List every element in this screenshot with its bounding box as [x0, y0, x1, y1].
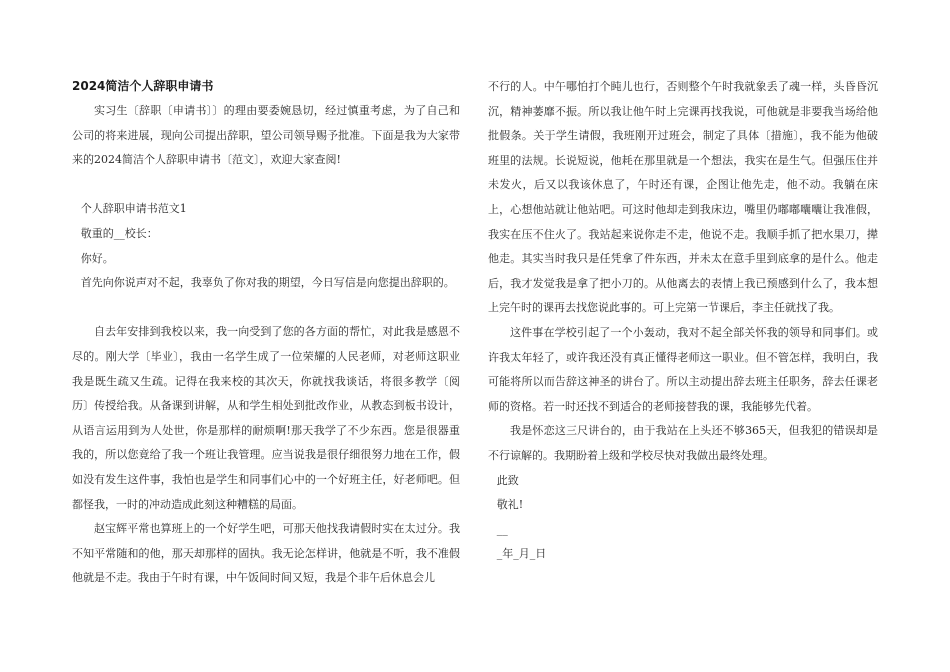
sample-heading: 个人辞职申请书范文1: [80, 202, 187, 216]
right-column: [488, 75, 878, 567]
closing-line-2: 敬礼!: [496, 498, 524, 512]
body-paragraph-3-continued: 不行的人。中午哪怕打个盹儿也行，否则整个午时我就象丢了魂一样，头昏昏沉沉，精神萎靡不振。所以我让他午时上完课再找我说，可他就是非要我当场给他批假条。关于学生请假，我班刚开过班会，制定了具体〔措施〕，我不能为他破班里的法规。长说短说，他耗在那里就是一个想法，我实在是生气。但强压住并未发火，后又以我该休息了，午时还有课，企图让他先走，他不动。我躺在床上，心想他站就让他站吧。可这时他却走到我床边，嘴里仍嘟嘟囔囔让我准假，我实在压不住火了。我站起来说你走不走，他说不走。我顺手抓了把水果刀，撵他走。其实当时我只是任凭拿了件东西，并未太在意手里到底拿的是什么。他走后，我才发觉我是拿了把小刀的。从他离去的表情上我已预感到什么了，我本想上完午时的课再去找您说此事的。可上完第一节课后，李主任就找了我。: [488, 80, 878, 315]
salutation: 敬重的__校长：: [80, 226, 158, 240]
body-paragraph-4: 这件事在学校引起了一个小轰动，我对不起全部关怀我的领导和同事们。或许我太年轻了，或许我还没有真正懂得老师这一职业。但不管怎样，我明白，我可能将所以而告辞这神圣的讲台了。所以主动提出辞去班主任职务，辞去任课老师的资格。若一时还找不到适合的老师接替我的课，我能够先代着。: [488, 325, 878, 413]
left-column: [72, 75, 460, 591]
intro-paragraph: 实习生〔辞职〔申请书〕〕的理由要委婉恳切，经过慎重考虑，为了自己和公司的将来进展，现向公司提出辞职，望公司领导赐予批准。下面是我为大家带来的2024简洁个人辞职申请书〔范文〕，欢迎大家查阅!: [72, 104, 460, 167]
document-title: 2024简洁个人辞职申请书: [72, 79, 214, 93]
body-paragraph-3-start: 赵宝辉平常也算班上的一个好学生吧，可那天他找我请假时实在太过分。我不知平常随和的他，那天却那样的固执。我无论怎样讲，他就是不听，我不准假他就是不走。我由于午时有课，中午饭间时间又短，我是个非午后休息会儿: [72, 522, 460, 585]
spacer: [72, 173, 460, 198]
body-paragraph-5: 我是怀恋这三尺讲台的，由于我站在上头还不够365天，但我犯的错误却是不行谅解的。我期盼着上级和学校尽快对我做出最终处理。: [488, 424, 878, 462]
body-paragraph-2: 自去年安排到我校以来，我一向受到了您的各方面的帮忙，对此我是感恩不尽的。刚大学〔毕业〕，我由一名学生成了一位荣耀的人民老师，对老师这职业我是既生疏又生疏。记得在我来校的其次天，你就找我谈话，将很多教学〔阅历〕传授给我。从备课到讲解，从和学生相处到批改作业，从教态到板书设计，从语言运用到为人处世，你是那样的耐烦啊!那天我学了不少东西。您是很器重我的，所以您竟给了我一个班让我管理。应当说我是很仔细很努力地在工作，假如没有发生这件事，我怕也是学生和同事们心中的一个好班主任，好老师吧。但都怪我，一时的冲动造成此刻这种糟糕的局面。: [72, 325, 460, 511]
spacer: [72, 296, 460, 321]
closing-line-1: 此致: [496, 473, 519, 487]
date: _年_月_日: [496, 547, 547, 561]
signature: __: [496, 522, 508, 536]
body-paragraph-1: 首先向你说声对不起，我辜负了你对我的期望，今日写信是向您提出辞职的。: [80, 276, 455, 290]
greeting: 你好。: [80, 251, 114, 265]
